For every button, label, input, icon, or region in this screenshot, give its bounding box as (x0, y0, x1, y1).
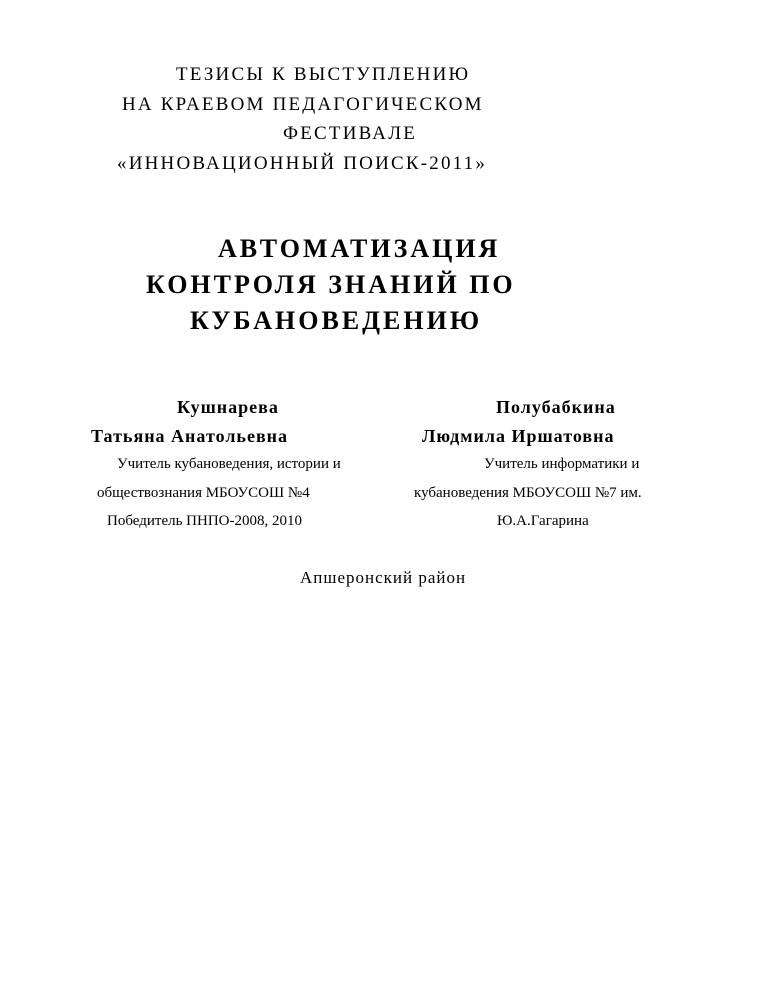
author-1-info-3: Победитель ПНПО-2008, 2010 (107, 513, 302, 529)
author-1-name: Татьяна Анатольевна (91, 426, 289, 446)
author-1-surname: Кушнарева (177, 397, 279, 417)
author-2-info-2: кубановедения МБОУСОШ №7 им. (414, 485, 642, 501)
author-2-info-1: Учитель информатики и (484, 456, 640, 472)
author-2-name: Людмила Иршатовна (422, 426, 615, 446)
header-line-2: НА КРАЕВОМ ПЕДАГОГИЧЕСКОМ (122, 94, 484, 115)
title-line-2: КОНТРОЛЯ ЗНАНИЙ ПО (146, 270, 516, 299)
header-line-3: ФЕСТИВАЛЕ (283, 123, 418, 144)
author-1-info-1: Учитель кубановедения, истории и (117, 456, 341, 472)
author-1-info-2: обществознания МБОУСОШ №4 (97, 485, 310, 501)
district: Апшеронский район (300, 568, 467, 587)
title-line-3: КУБАНОВЕДЕНИЮ (190, 306, 483, 335)
author-2-surname: Полубабкина (496, 397, 616, 417)
title-line-1: АВТОМАТИЗАЦИЯ (218, 234, 501, 263)
author-2-info-3: Ю.А.Гагарина (497, 513, 589, 529)
header-line-4: «ИННОВАЦИОННЫЙ ПОИСК-2011» (117, 153, 488, 174)
header-line-1: ТЕЗИСЫ К ВЫСТУПЛЕНИЮ (176, 64, 471, 85)
